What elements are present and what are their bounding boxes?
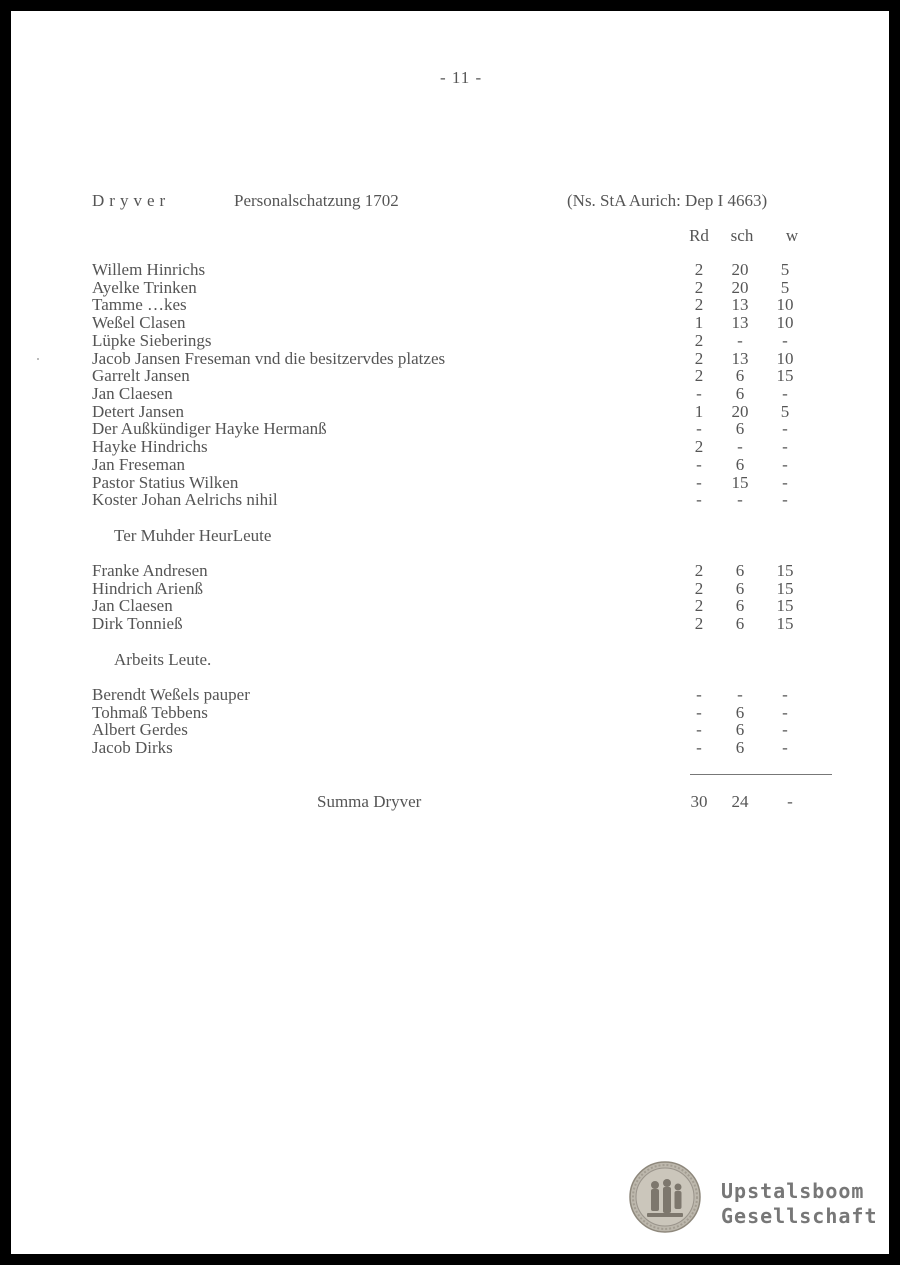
- column-header-w: w: [785, 226, 799, 245]
- entry-sch: -: [737, 685, 743, 704]
- entry-sch: 20: [731, 277, 749, 297]
- entry-name: Dirk Tonnieß: [92, 614, 183, 634]
- column-header-rd: Rd: [689, 226, 709, 245]
- header-place: Dryver: [92, 191, 171, 210]
- table-row: [11, 597, 889, 615]
- entry-w: -: [782, 472, 788, 492]
- entry-sch: 6: [735, 561, 745, 580]
- entry-rd: -: [696, 720, 702, 740]
- entry-rd: 2: [694, 366, 704, 386]
- entry-sch: 6: [735, 702, 745, 722]
- entry-sch: 6: [735, 578, 745, 598]
- entry-w: -: [782, 384, 788, 404]
- brand-name-line2: Gesellschaft: [721, 1204, 878, 1228]
- sum-divider: [690, 774, 832, 775]
- table-row: [11, 739, 889, 757]
- entry-name: Willem Hinrichs: [92, 260, 206, 279]
- entry-w: 15: [776, 614, 794, 634]
- entry-name: Hayke Hindrichs: [92, 437, 208, 457]
- table-row: [11, 279, 889, 297]
- table-row: [11, 474, 889, 492]
- table-row: [11, 385, 889, 403]
- table-row: [11, 562, 889, 580]
- entry-rd: -: [696, 738, 702, 758]
- entry-w: -: [782, 330, 788, 350]
- entry-rd: 2: [694, 330, 704, 350]
- entry-w: 15: [776, 561, 794, 580]
- entry-name: Franke Andresen: [92, 561, 208, 580]
- entry-name: Jacob Dirks: [92, 738, 173, 758]
- entry-rd: 2: [694, 295, 704, 315]
- entry-name: Berendt Weßels pauper: [92, 685, 250, 704]
- entry-name: Lüpke Sieberings: [92, 330, 212, 350]
- column-header-sch: sch: [730, 226, 754, 245]
- entry-sch: 20: [731, 401, 749, 421]
- entry-sch: 6: [735, 454, 745, 474]
- entry-w: -: [782, 490, 788, 510]
- entry-rd: -: [696, 472, 702, 492]
- document-page: [11, 11, 889, 1254]
- entry-sch: 15: [731, 472, 749, 492]
- entry-sch: 6: [735, 596, 745, 616]
- entry-name: Tamme …kes: [92, 295, 187, 315]
- entry-rd: 2: [694, 437, 704, 457]
- entry-sch: 13: [731, 295, 749, 315]
- entry-w: -: [782, 454, 788, 474]
- table-row: [11, 721, 889, 739]
- entry-w: 15: [776, 578, 794, 598]
- page-number: - 11 -: [440, 68, 483, 87]
- entry-sch: 6: [735, 614, 745, 634]
- entry-rd: 2: [694, 614, 704, 634]
- entry-w: 10: [776, 348, 794, 368]
- entry-name: Hindrich Arienß: [92, 578, 203, 598]
- entry-w: -: [782, 738, 788, 758]
- entry-name: Garrelt Jansen: [92, 366, 190, 386]
- table-row: [11, 456, 889, 474]
- table-row: [11, 580, 889, 598]
- table-row: [11, 615, 889, 633]
- entry-name: Pastor Statius Wilken: [92, 472, 239, 492]
- section-heading-arbeitsleute: Arbeits Leute.: [114, 650, 212, 669]
- table-row: [11, 420, 889, 438]
- entry-rd: 1: [694, 313, 704, 333]
- table-row: [11, 332, 889, 350]
- entry-name: Albert Gerdes: [92, 720, 188, 740]
- section-heading-heurleute: Ter Muhder HeurLeute: [114, 526, 272, 545]
- table-row: [11, 367, 889, 385]
- entry-name: Jacob Jansen Freseman vnd die besitzervdes platzes: [92, 348, 446, 368]
- entry-w: -: [782, 419, 788, 439]
- entry-w: -: [782, 437, 788, 457]
- entry-rd: 2: [694, 348, 704, 368]
- summary-sch: 24: [731, 792, 749, 811]
- entry-w: 5: [780, 260, 790, 279]
- entry-name: Weßel Clasen: [92, 313, 186, 333]
- summary-rd: 30: [690, 792, 708, 811]
- entry-sch: 13: [731, 348, 749, 368]
- scan-speck: [37, 358, 39, 360]
- entry-sch: 6: [735, 384, 745, 404]
- table-row: [11, 438, 889, 456]
- table-row: [11, 296, 889, 314]
- table-row: [11, 261, 889, 279]
- seal-logo-icon: [629, 1161, 701, 1233]
- entry-w: 10: [776, 295, 794, 315]
- entry-name: Jan Freseman: [92, 454, 186, 474]
- header-source: (Ns. StA Aurich: Dep I 4663): [567, 191, 768, 210]
- entry-rd: -: [696, 490, 702, 510]
- entry-name: Koster Johan Aelrichs nihil: [92, 490, 278, 510]
- entry-rd: 2: [694, 277, 704, 297]
- brand-name-line1: Upstalsboom: [721, 1179, 865, 1203]
- entry-name: Ayelke Trinken: [92, 277, 197, 297]
- entry-name: Detert Jansen: [92, 401, 185, 421]
- entry-name: Jan Claesen: [92, 596, 173, 616]
- entry-rd: -: [696, 454, 702, 474]
- entry-w: 5: [780, 401, 790, 421]
- entry-w: -: [782, 720, 788, 740]
- entry-rd: 2: [694, 260, 704, 279]
- entry-sch: 6: [735, 720, 745, 740]
- entry-rd: -: [696, 702, 702, 722]
- entry-rd: 2: [694, 578, 704, 598]
- entry-w: 5: [780, 277, 790, 297]
- table-row: [11, 704, 889, 722]
- entry-sch: 20: [731, 260, 749, 279]
- entry-sch: 6: [735, 366, 745, 386]
- entry-w: -: [782, 702, 788, 722]
- entry-sch: -: [737, 437, 743, 457]
- entry-rd: 2: [694, 561, 704, 580]
- entry-sch: 13: [731, 313, 749, 333]
- table-row: [11, 686, 889, 704]
- entry-rd: -: [696, 685, 702, 704]
- entry-rd: 1: [694, 401, 704, 421]
- entry-sch: -: [737, 490, 743, 510]
- table-row: [11, 350, 889, 368]
- table-row: [11, 491, 889, 509]
- table-row: [11, 403, 889, 421]
- entry-w: 15: [776, 596, 794, 616]
- entry-sch: -: [737, 330, 743, 350]
- entry-name: Der Außkündiger Hayke Hermanß: [92, 419, 327, 439]
- header-title: Personalschatzung 1702: [234, 191, 399, 210]
- entry-w: 10: [776, 313, 794, 333]
- table-row: [11, 314, 889, 332]
- entry-sch: 6: [735, 738, 745, 758]
- entry-rd: -: [696, 419, 702, 439]
- entry-name: Tohmaß Tebbens: [92, 702, 208, 722]
- summary-w: -: [787, 792, 793, 811]
- entry-rd: 2: [694, 596, 704, 616]
- entry-w: -: [782, 685, 788, 704]
- summary-label: Summa Dryver: [317, 792, 422, 811]
- entry-name: Jan Claesen: [92, 384, 173, 404]
- entry-w: 15: [776, 366, 794, 386]
- entry-sch: 6: [735, 419, 745, 439]
- entry-rd: -: [696, 384, 702, 404]
